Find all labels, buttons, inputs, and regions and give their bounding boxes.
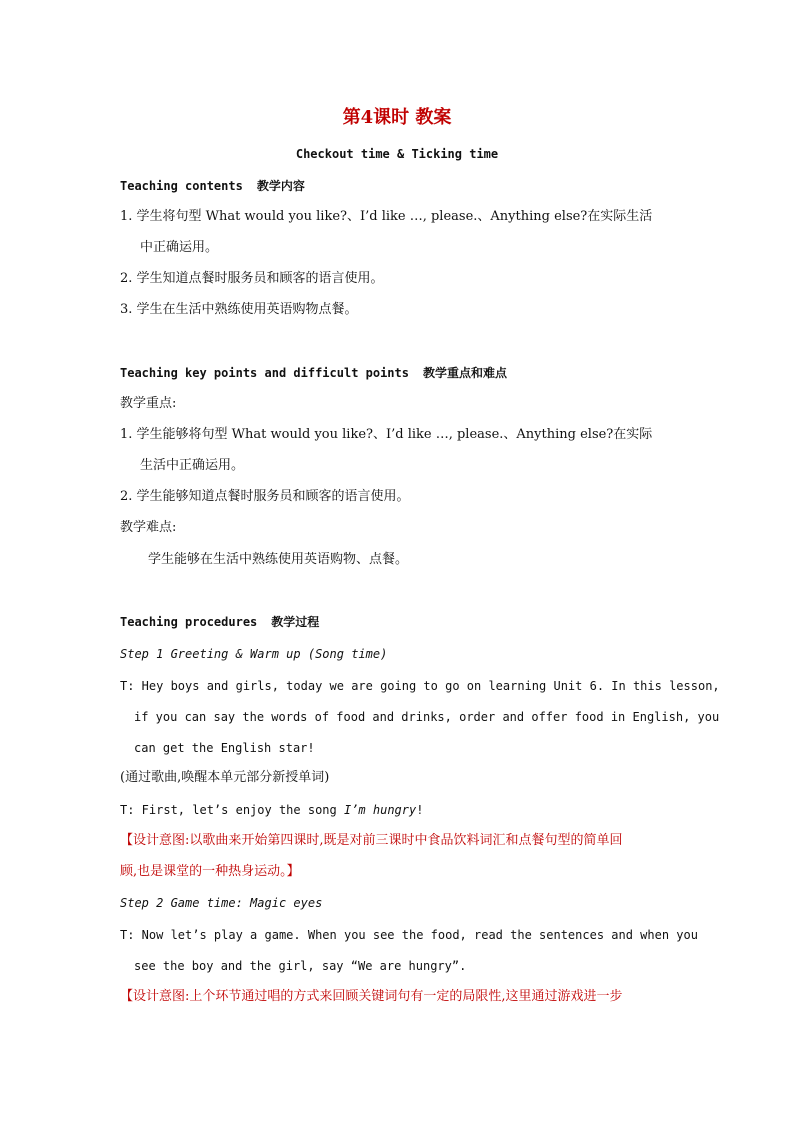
key-points-heading [120,365,507,381]
heading-zh: 教学内容 [256,179,305,193]
design-intent-2: 【设计意图:上个环节通过唱的方式来回顾关键词句有一定的局限性,这里通过游戏进一步 [120,989,623,1004]
key-points-item-1-cont: 生活中正确运用。 [140,458,245,473]
teacher-line-1: T: Hey boys and girls, today we are going to go on learning Unit 6. In this lesson, [120,679,720,693]
contents-item-1: 1. 学生将句型 What would you like?、I’d like …, please.、Anything else?在实际生活 [120,209,653,224]
contents-item-1-cont: 中正确运用。 [140,240,219,255]
heading-en: Teaching key points and difficult points [120,366,409,380]
teacher-line-3-cont: see the boy and the girl, say “We are hungry”. [134,959,467,973]
heading-zh: 教学过程 [271,615,320,629]
contents-item-3: 3. 学生在生活中熟练使用英语购物点餐。 [120,302,358,317]
teacher-line-3: T: Now let’s play a game. When you see the food, read the sentences and when you [120,928,698,942]
key-points-label: 教学重点: [120,396,177,411]
page-title: 第4课时 教案 [342,107,452,128]
teaching-procedures-heading [120,614,319,630]
teacher-line-2 [120,802,423,818]
song-title: I’m hungry [343,803,417,817]
step-1-heading: Step 1 Greeting & Warm up (Song time) [120,647,388,661]
design-intent-1: 【设计意图:以歌曲来开始第四课时,既是对前三课时中食品饮料词汇和点餐句型的简单回 [120,833,623,848]
heading-en: Teaching procedures [120,615,258,629]
difficult-points-text: 学生能够在生活中熟练使用英语购物、点餐。 [148,552,409,567]
design-intent-1-cont: 顾,也是课堂的一种热身运动。】 [120,864,300,879]
heading-en: Teaching contents [120,179,243,193]
note-song: (通过歌曲,唤醒本单元部分新授单词) [120,770,330,785]
page-subtitle: Checkout time & Ticking time [295,147,499,161]
contents-item-2: 2. 学生知道点餐时服务员和顾客的语言使用。 [120,271,384,286]
teacher-line-2-prefix: T: First, let’s enjoy the song [120,803,344,817]
teaching-contents-heading [120,178,305,194]
key-points-item-1: 1. 学生能够将句型 What would you like?、I’d like …, please.、Anything else?在实际 [120,427,653,442]
step-2-heading: Step 2 Game time: Magic eyes [120,896,323,910]
teacher-line-1-cont: if you can say the words of food and drinks, order and offer food in English, you [134,710,720,724]
teacher-line-1-cont-2: can get the English star! [134,741,315,755]
key-points-item-2: 2. 学生能够知道点餐时服务员和顾客的语言使用。 [120,489,410,504]
teacher-line-2-suffix: ! [416,803,424,817]
heading-zh: 教学重点和难点 [422,366,507,380]
difficult-points-label: 教学难点: [120,520,177,535]
